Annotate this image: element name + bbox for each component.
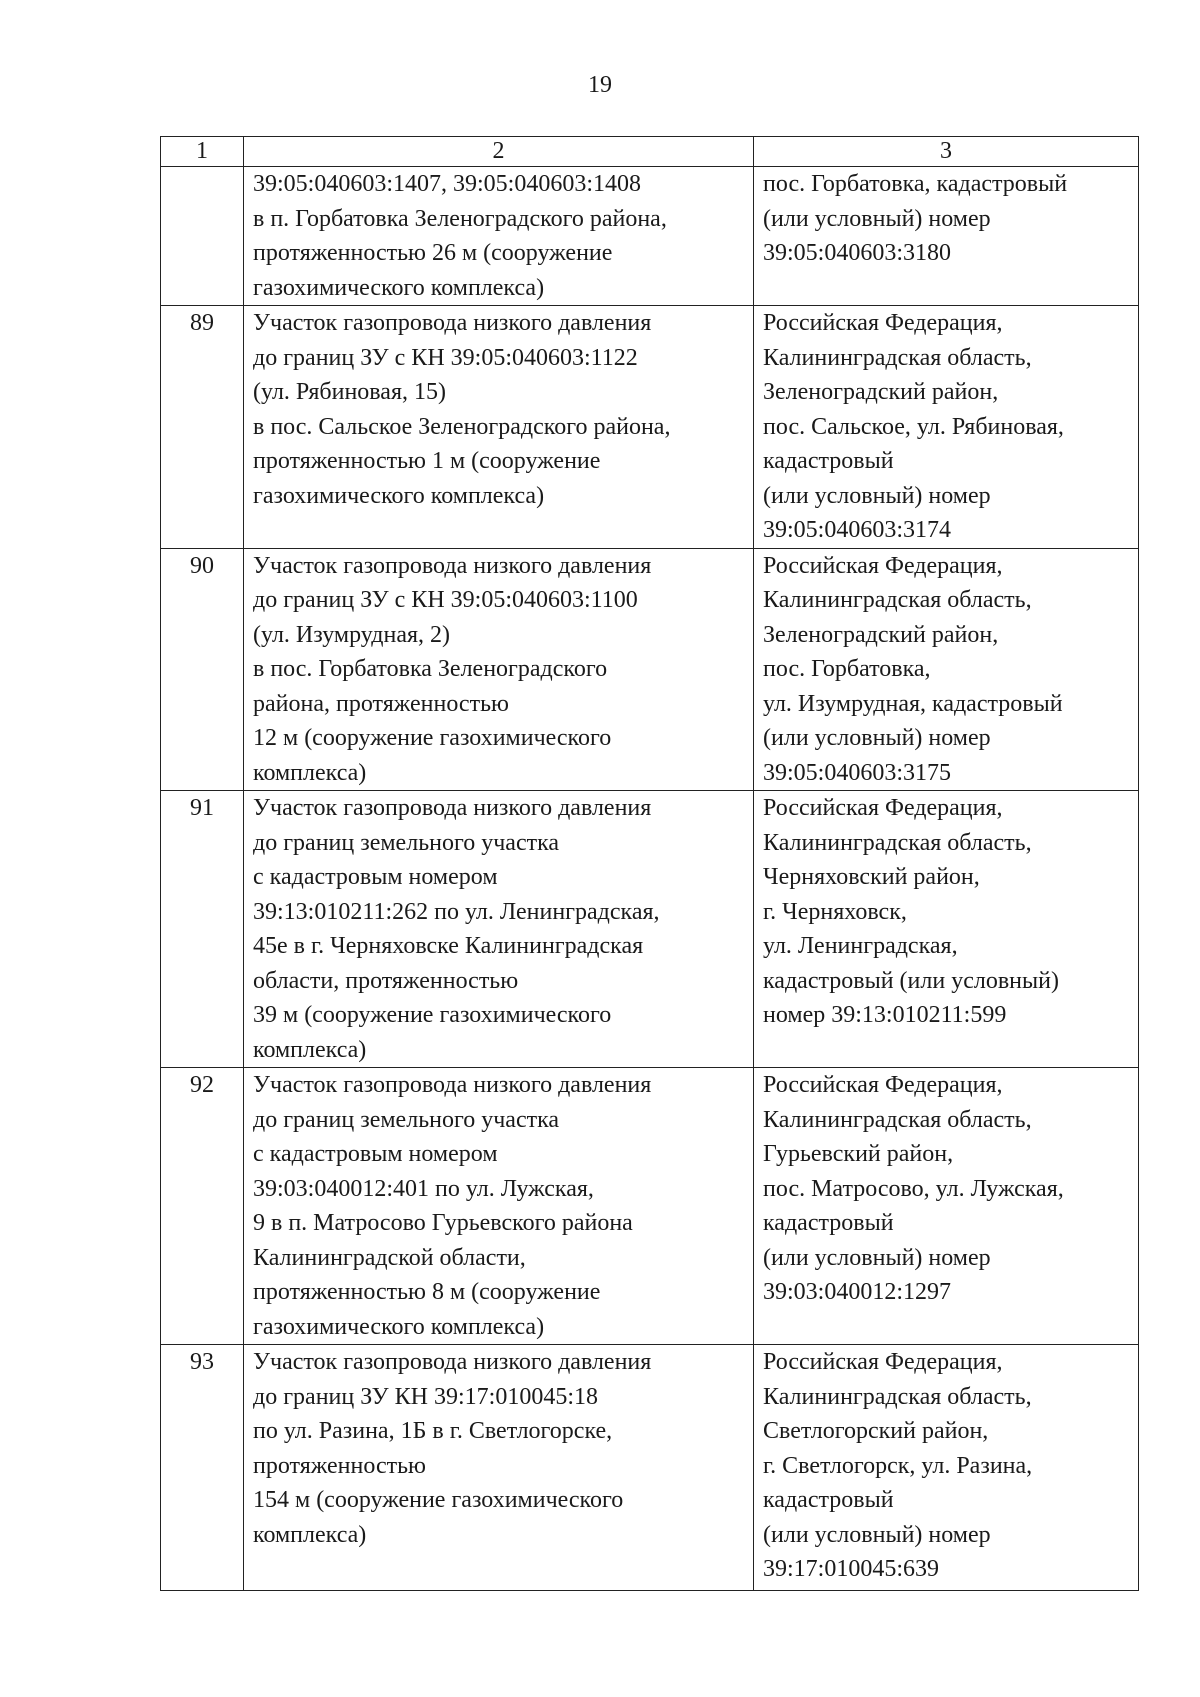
registry-table bbox=[160, 136, 1139, 1591]
table-row bbox=[161, 548, 1139, 791]
row-number: 90 bbox=[161, 548, 244, 791]
object-description: Участок газопровода низкого давления до границ ЗУ с КН 39:05:040603:1100 (ул. Изумрудная, 2) в пос. Горбатовка Зеленоградского района, протяженностью 12 м (сооружение газохимического комплекса) bbox=[244, 548, 754, 791]
table-row bbox=[161, 167, 1139, 306]
object-location: Российская Федерация, Калининградская область, Зеленоградский район, пос. Горбатовка, ул. Изумрудная, кадастровый (или условный) номер 39:05:040603:3175 bbox=[754, 548, 1139, 791]
object-description: Участок газопровода низкого давления до границ земельного участка с кадастровым номером 39:13:010211:262 по ул. Ленинградская, 45е в г. Черняховске Калининградская области, протяженностью 39 м (сооружение газохимического комплекса) bbox=[244, 791, 754, 1068]
object-description: Участок газопровода низкого давления до границ ЗУ КН 39:17:010045:18 по ул. Разина, 1Б в г. Светлогорске, протяженностью 154 м (сооружение газохимического комплекса) bbox=[244, 1345, 754, 1591]
table-row bbox=[161, 1068, 1139, 1345]
row-number: 91 bbox=[161, 791, 244, 1068]
column-header-2: 2 bbox=[244, 137, 754, 167]
object-location: Российская Федерация, Калининградская область, Гурьевский район, пос. Матросово, ул. Лужская, кадастровый (или условный) номер 39:03:040012:1297 bbox=[754, 1068, 1139, 1345]
column-header-3: 3 bbox=[754, 137, 1139, 167]
object-location: Российская Федерация, Калининградская область, Зеленоградский район, пос. Сальское, ул. Рябиновая, кадастровый (или условный) номер 39:05:040603:3174 bbox=[754, 306, 1139, 549]
row-number: 93 bbox=[161, 1345, 244, 1591]
table-header-row bbox=[161, 137, 1139, 167]
column-header-1: 1 bbox=[161, 137, 244, 167]
object-location: пос. Горбатовка, кадастровый (или условный) номер 39:05:040603:3180 bbox=[754, 167, 1139, 306]
table-row bbox=[161, 306, 1139, 549]
object-description: Участок газопровода низкого давления до границ ЗУ с КН 39:05:040603:1122 (ул. Рябиновая, 15) в пос. Сальское Зеленоградского района, протяженностью 1 м (сооружение газохимического комплекса) bbox=[244, 306, 754, 549]
row-number: 92 bbox=[161, 1068, 244, 1345]
object-location: Российская Федерация, Калининградская область, Светлогорский район, г. Светлогорск, ул. Разина, кадастровый (или условный) номер 39:17:010045:639 bbox=[754, 1345, 1139, 1591]
object-description: Участок газопровода низкого давления до границ земельного участка с кадастровым номером 39:03:040012:401 по ул. Лужская, 9 в п. Матросово Гурьевского района Калининградской области, протяженностью 8 м (сооружение газохимического комплекса) bbox=[244, 1068, 754, 1345]
table-row bbox=[161, 1345, 1139, 1591]
row-number: 89 bbox=[161, 306, 244, 549]
table-row bbox=[161, 791, 1139, 1068]
object-location: Российская Федерация, Калининградская область, Черняховский район, г. Черняховск, ул. Ленинградская, кадастровый (или условный) номер 39:13:010211:599 bbox=[754, 791, 1139, 1068]
page-number: 19 bbox=[588, 72, 612, 98]
row-number bbox=[161, 167, 244, 306]
object-description: 39:05:040603:1407, 39:05:040603:1408 в п. Горбатовка Зеленоградского района, протяженностью 26 м (сооружение газохимического комплекса) bbox=[244, 167, 754, 306]
